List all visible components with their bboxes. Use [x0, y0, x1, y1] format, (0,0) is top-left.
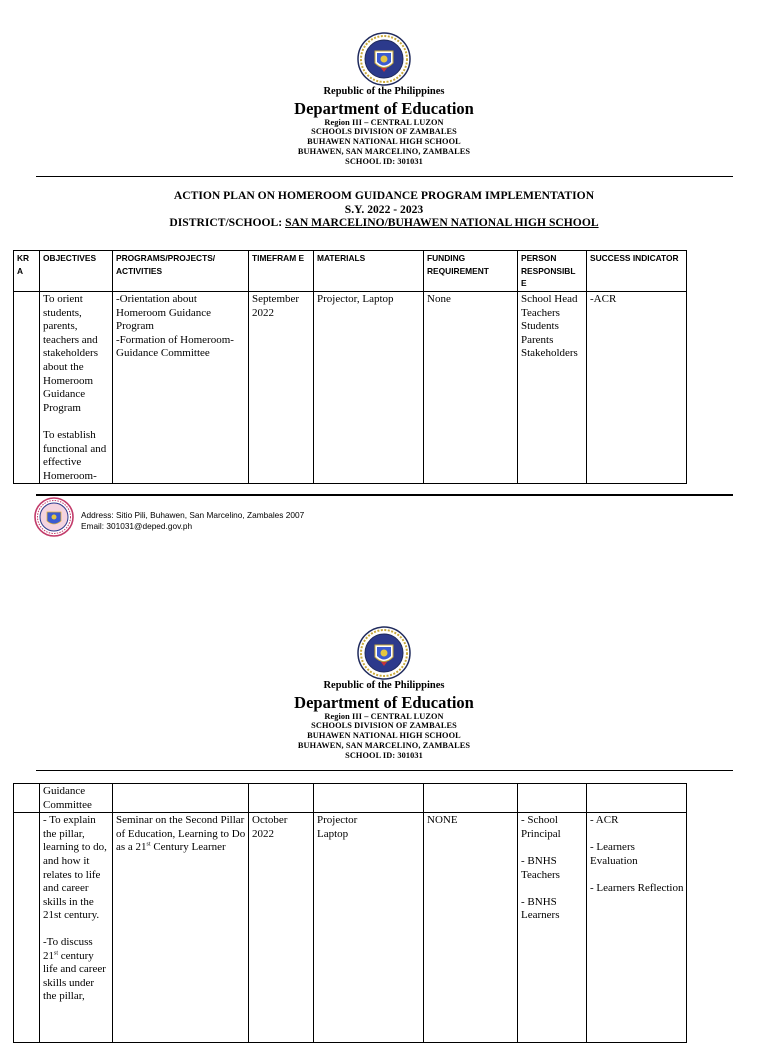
programs-sup: st	[146, 841, 151, 848]
school-address: BUHAWEN, SAN MARCELINO, ZAMBALES	[297, 147, 471, 157]
school-name: BUHAWEN NATIONAL HIGH SCHOOL	[307, 137, 461, 147]
objectives-cell	[40, 813, 113, 1043]
programs-cell	[113, 292, 249, 484]
objectives-text-b	[43, 936, 110, 1004]
title-line-2: S.Y. 2022 - 2023	[344, 202, 424, 216]
success-cell: -ACR	[587, 292, 687, 484]
persons-cell	[518, 784, 587, 813]
success-cell	[587, 784, 687, 813]
deped-seal-icon	[357, 32, 411, 86]
programs-cell	[113, 813, 249, 1043]
republic-label: Republic of the Philippines	[323, 86, 445, 97]
materials-text: Projector Laptop	[317, 814, 358, 840]
objectives-cell	[40, 292, 113, 484]
division-label: SCHOOLS DIVISION OF ZAMBALES	[311, 127, 457, 137]
document-header-page-2	[0, 681, 768, 760]
document-title	[0, 189, 768, 230]
objectives-cell: Guidance Committee	[40, 784, 113, 813]
timeframe-cell	[249, 784, 314, 813]
department-title: Department of Education	[294, 98, 474, 118]
division-label: SCHOOLS DIVISION OF ZAMBALES	[311, 721, 457, 731]
district-label: DISTRICT/SCHOOL:	[169, 216, 286, 229]
objectives-text-a: - To explain the pillar, learning to do, and how it relates to life and career skills in the 21st century.	[43, 814, 107, 922]
header-materials: MATERIALS	[314, 251, 424, 292]
kra-cell	[14, 784, 40, 813]
materials-cell	[314, 784, 424, 813]
school-address: BUHAWEN, SAN MARCELINO, ZAMBALES	[297, 741, 471, 751]
deped-seal-icon	[357, 626, 411, 680]
objectives-b-pre: -To discuss 21	[43, 935, 93, 962]
kra-cell	[14, 813, 40, 1043]
materials-cell: Projector, Laptop	[314, 292, 424, 484]
footer-email: Email: 301031@deped.gov.ph	[81, 521, 193, 531]
district-school-line	[0, 216, 768, 230]
table-row	[14, 813, 687, 1043]
persons-cell	[518, 813, 587, 1043]
objectives-b-post: century life and career skills under the pillar,	[43, 949, 106, 1003]
header-person-responsible: PERSON RESPONSIBL E	[518, 251, 587, 292]
district-value: SAN MARCELINO/BUHAWEN NATIONAL HIGH SCHOOL	[285, 216, 599, 229]
region-label: Region III – CENTRAL LUZON	[324, 711, 444, 721]
header-timeframe: TIMEFRAM E	[249, 251, 314, 292]
funding-cell	[424, 784, 518, 813]
footer-divider	[36, 494, 733, 496]
programs-cell	[113, 784, 249, 813]
persons-cell	[518, 292, 587, 484]
header-success-indicator: SUCCESS INDICATOR	[587, 251, 687, 292]
header-funding: FUNDING REQUIREMENT	[424, 251, 518, 292]
footer-contact	[81, 510, 401, 532]
footer-address: Address: Sitio Pili, Buhawen, San Marcelino, Zambales 2007	[81, 510, 305, 520]
programs-pre: Seminar on the Second Pillar of Education, Learning to Do as a 21	[116, 814, 246, 854]
table-header-row	[14, 251, 687, 292]
funding-cell: None	[424, 292, 518, 484]
republic-label: Republic of the Philippines	[323, 680, 445, 691]
action-plan-table	[13, 250, 687, 484]
department-title: Department of Education	[294, 692, 474, 712]
school-id: SCHOOL ID: 301031	[345, 751, 423, 761]
table-row	[14, 784, 687, 813]
school-name: BUHAWEN NATIONAL HIGH SCHOOL	[307, 731, 461, 741]
kra-cell	[14, 292, 40, 484]
title-line-1: ACTION PLAN ON HOMEROOM GUIDANCE PROGRAM IMPLEMENTATION	[173, 189, 595, 202]
school-logo-icon	[34, 497, 74, 537]
header-programs: PROGRAMS/PROJECTS/ ACTIVITIES	[113, 251, 249, 292]
materials-cell	[314, 813, 424, 1043]
objectives-text: To orient students, parents, teachers and stakeholders about the Homeroom Guidance Program To establish functional and effective Homeroom-	[43, 293, 107, 482]
school-id: SCHOOL ID: 301031	[345, 157, 423, 167]
table-row	[14, 292, 687, 484]
header-divider	[36, 176, 733, 177]
header-kra: KR A	[14, 251, 40, 292]
persons-text: - School Principal - BNHS Teachers - BNHS Learners	[521, 814, 561, 922]
header-divider	[36, 770, 733, 771]
persons-text: School Head Teachers Students Parents Stakeholders	[521, 293, 578, 360]
programs-post: Century Learner	[150, 841, 226, 854]
header-objectives: OBJECTIVES	[40, 251, 113, 292]
funding-cell: NONE	[424, 813, 518, 1043]
action-plan-table-continued	[13, 783, 687, 1043]
programs-text: -Orientation about Homeroom Guidance Program -Formation of Homeroom-Guidance Committee	[116, 293, 234, 360]
success-text: - ACR - Learners Evaluation - Learners Reflection	[590, 814, 684, 895]
document-header	[0, 87, 768, 166]
objectives-b-sup: st	[54, 949, 59, 956]
region-label: Region III – CENTRAL LUZON	[324, 117, 444, 127]
success-cell	[587, 813, 687, 1043]
timeframe-cell: September 2022	[249, 292, 314, 484]
timeframe-cell: October 2022	[249, 813, 314, 1043]
